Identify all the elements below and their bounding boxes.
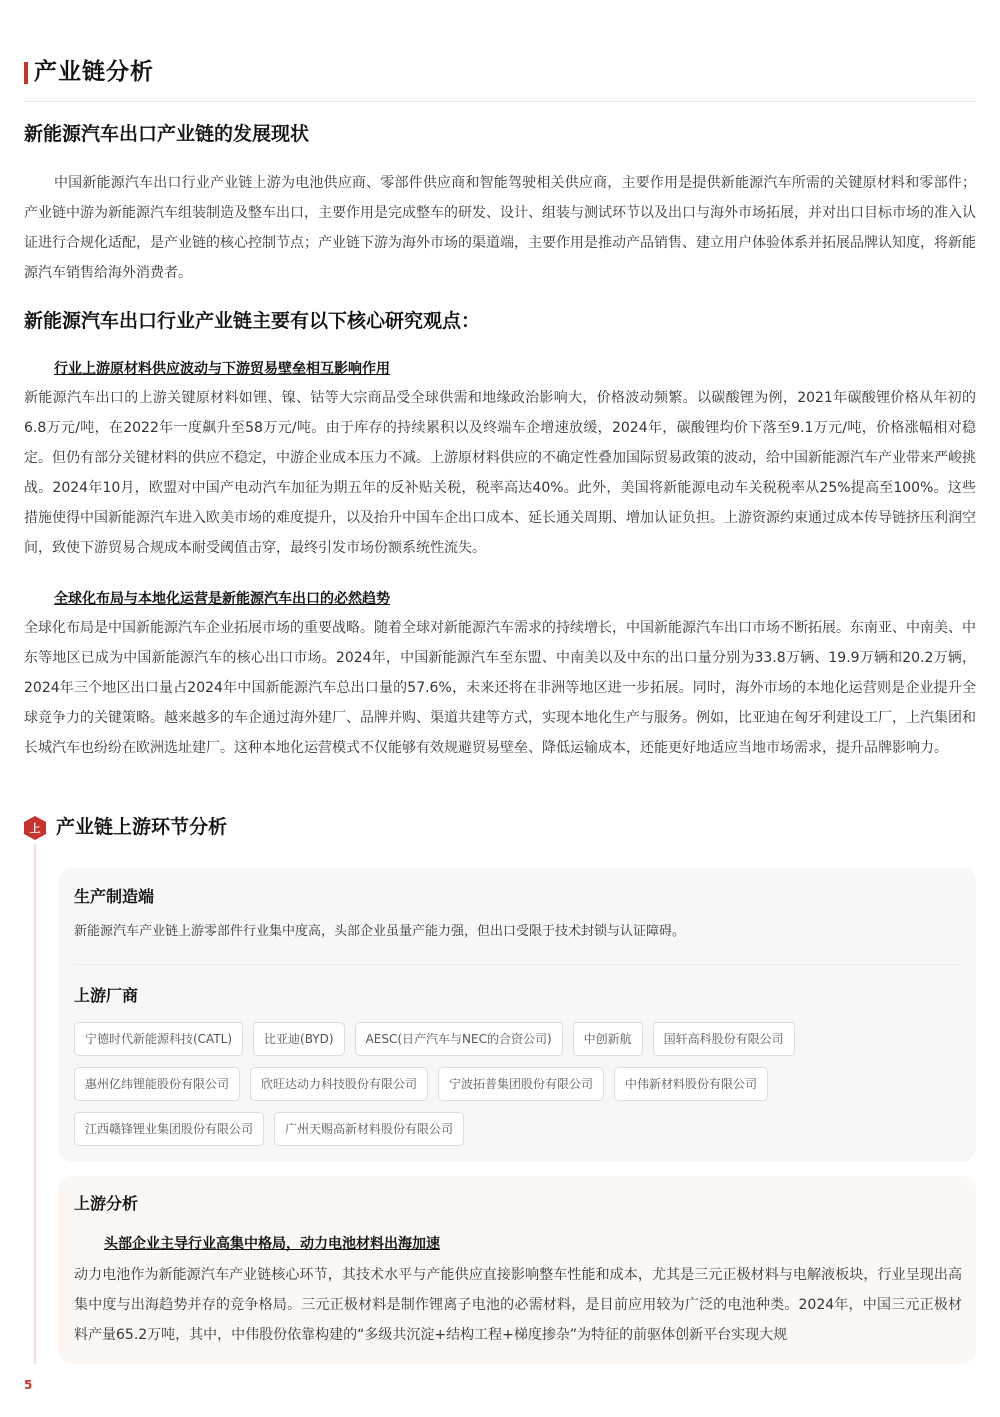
section-heading-status: 新能源汽车出口产业链的发展现状: [24, 123, 310, 145]
page-header: [24, 56, 976, 102]
vendor-chip[interactable]: 宁德时代新能源科技(CATL): [74, 1022, 243, 1056]
vendor-chip[interactable]: 江西赣锋锂业集团股份有限公司: [74, 1112, 264, 1146]
point-title-2: 全球化布局与本地化运营是新能源汽车出口的必然趋势: [54, 591, 390, 607]
timeline-line: [34, 844, 36, 1364]
analysis-text: 动力电池作为新能源汽车产业链核心环节，其技术水平与产能供应直接影响整车性能和成本，尤其是三元正极材料与电解液板块，行业呈现出高集中度与出海趋势并存的竞争格局。三元正极材料是制作锂离子电池的必需材料，是目前应用较为广泛的电池种类。2024年，中国三元正极材料产量65.2万吨，其中，中伟股份依靠构建的“多级共沉淀+结构工程+梯度掺杂”为特征的前驱体创新平台实现大规: [74, 1267, 962, 1343]
vendor-chip[interactable]: 比亚迪(BYD): [253, 1022, 345, 1056]
point-text-2: 全球化布局是中国新能源汽车企业拓展市场的重要战略。随着全球对新能源汽车需求的持续增长，中国新能源汽车出口市场不断拓展。东南亚、中南美、中东等地区已成为中国新能源汽车的核心出口市场。2024年，中国新能源汽车至东盟、中南美以及中东的出口量分别为33.8万辆、19.9万辆和20.2万辆，2024年三个地区出口量占2024年中国新能源汽车总出口量的57.6%，未来还将在非洲等地区进一步拓展。同时，海外市场的本地化运营则是企业提升全球竞争力的关键策略。越来越多的车企通过海外建厂、品牌并购、渠道共建等方式，实现本地化生产与服务。例如，比亚迪在匈牙利建设工厂，上汽集团和长城汽车也纷纷在欧洲选址建厂。这种本地化运营模式不仅能够有效规避贸易壁垒、降低运输成本，还能更好地适应当地市场需求，提升品牌影响力。: [24, 620, 976, 756]
point-text-1: 新能源汽车出口的上游关键原材料如锂、镍、钴等大宗商品受全球供需和地缘政治影响大，价格波动频繁。以碳酸锂为例，2021年碳酸锂价格从年初的6.8万元/吨，在2022年一度飙升至58万元/吨。由于库存的持续累积以及终端车企增速放缓，2024年，碳酸锂均价下落至9.1万元/吨，价格涨幅相对稳定。但仍有部分关键材料的供应不稳定，中游企业成本压力不减。上游原材料供应的不确定性叠加国际贸易政策的波动，给中国新能源汽车产业带来严峻挑战。2024年10月，欧盟对中国产电动汽车加征为期五年的反补贴关税，税率高达40%。此外，美国将新能源电动车关税税率从25%提高至100%。这些措施使得中国新能源汽车进入欧美市场的难度提升，以及抬升中国车企出口成本、延长通关周期、增加认证负担。上游资源约束通过成本传导链挤压利润空间，致使下游贸易合规成本耐受阈值击穿，最终引发市场份额系统性流失。: [24, 390, 976, 556]
section-heading-core-views: 新能源汽车出口行业产业链主要有以下核心研究观点：: [24, 310, 481, 332]
upstream-analysis-card: [58, 1176, 976, 1364]
title-accent-bar: [24, 62, 28, 84]
vendor-chip[interactable]: 广州天赐高新材料股份有限公司: [274, 1112, 464, 1146]
production-heading: 生产制造端: [74, 887, 155, 906]
page-number: 5: [24, 1378, 33, 1392]
vendor-chip[interactable]: 国轩高科股份有限公司: [653, 1022, 795, 1056]
vendor-chip[interactable]: 惠州亿纬锂能股份有限公司: [74, 1067, 240, 1101]
production-card: [58, 868, 976, 1162]
vendors-heading: 上游厂商: [74, 986, 139, 1005]
status-paragraph: 中国新能源汽车出口行业产业链上游为电池供应商、零部件供应商和智能驾驶相关供应商，主要作用是提供新能源汽车所需的关键原材料和零部件；产业链中游为新能源汽车组装制造及整车出口，主要作用是完成整车的研发、设计、组装与测试环节以及出口与海外市场拓展，并对出口目标市场的准入认证进行合规化适配，是产业链的核心控制节点；产业链下游为海外市场的渠道端，主要作用是推动产品销售、建立用户体验体系并拓展品牌认知度，将新能源汽车销售给海外消费者。: [24, 175, 976, 281]
production-text: 新能源汽车产业链上游零部件行业集中度高，头部企业虽量产能力强，但出口受限于技术封锁与认证障碍。: [74, 924, 686, 939]
card-divider: [74, 964, 960, 965]
vendor-chip[interactable]: 中伟新材料股份有限公司: [614, 1067, 768, 1101]
upstream-badge-label: 上: [29, 822, 41, 835]
page-title: 产业链分析: [34, 59, 154, 85]
vendor-chip[interactable]: 宁波拓普集团股份有限公司: [438, 1067, 604, 1101]
analysis-subheading: 头部企业主导行业高集中格局，动力电池材料出海加速: [104, 1236, 440, 1252]
vendor-chip[interactable]: AESC(日产汽车与NEC的合资公司): [355, 1022, 563, 1056]
vendor-chip-list: [74, 1022, 964, 1146]
vendor-chip[interactable]: 欣旺达动力科技股份有限公司: [250, 1067, 428, 1101]
point-title-1: 行业上游原材料供应波动与下游贸易壁垒相互影响作用: [54, 361, 390, 377]
upstream-section-title: 产业链上游环节分析: [56, 816, 228, 838]
vendor-chip[interactable]: 中创新航: [573, 1022, 643, 1056]
upstream-hexagon-badge-icon: [24, 816, 46, 840]
analysis-heading: 上游分析: [74, 1194, 139, 1213]
